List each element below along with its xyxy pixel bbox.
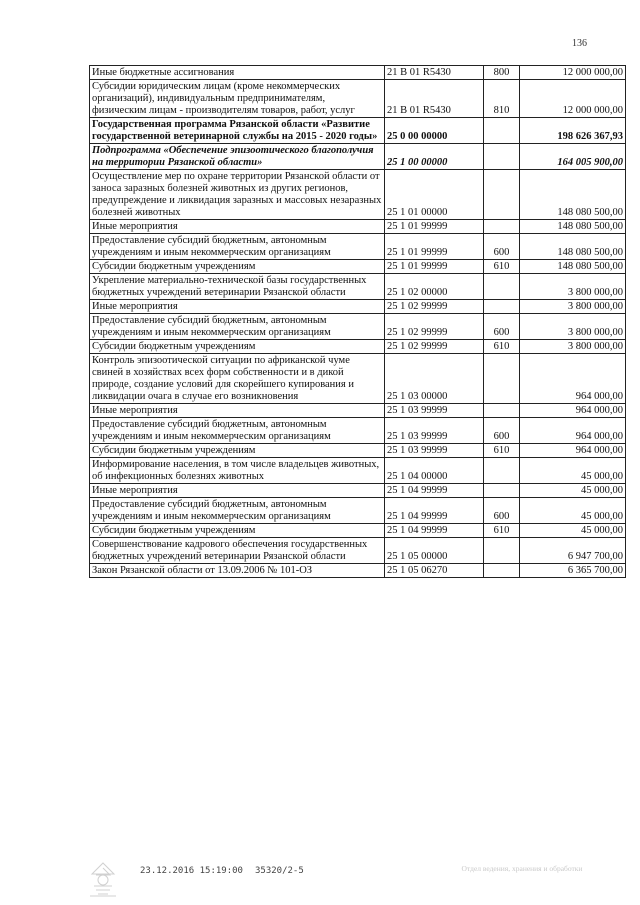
row-name-cell: Подпрограмма «Обеспечение эпизоотического благополучия на территории Рязанской области» xyxy=(90,144,385,170)
row-vr-cell: 610 xyxy=(484,340,520,354)
row-sum-cell: 45 000,00 xyxy=(520,524,626,538)
row-code-cell: 25 1 02 99999 xyxy=(385,300,484,314)
row-sum-cell: 198 626 367,93 xyxy=(520,118,626,144)
row-name-cell: Осуществление мер по охране территории Рязанской области от заноса заразных болезней животных из других регионов, предупреждение и ликвидация заразных и массовых незаразных болезней животных xyxy=(90,170,385,220)
row-code-cell: 25 1 02 00000 xyxy=(385,274,484,300)
row-name-cell: Иные мероприятия xyxy=(90,484,385,498)
row-sum-cell: 964 000,00 xyxy=(520,418,626,444)
table-row xyxy=(90,524,626,538)
row-name-cell: Субсидии бюджетным учреждениям xyxy=(90,340,385,354)
row-vr-cell: 800 xyxy=(484,66,520,80)
row-code-cell: 25 1 01 99999 xyxy=(385,260,484,274)
row-code-cell: 25 1 03 00000 xyxy=(385,354,484,404)
row-code-cell: 25 1 01 00000 xyxy=(385,170,484,220)
faded-stamp-text: Отдел ведения, хранения и обработки xyxy=(461,864,583,873)
row-sum-cell: 964 000,00 xyxy=(520,404,626,418)
row-code-cell: 21 В 01 R5430 xyxy=(385,66,484,80)
row-sum-cell: 6 365 700,00 xyxy=(520,564,626,578)
row-name-cell: Субсидии юридическим лицам (кроме некоммерческих организаций), индивидуальным предпринимателям, физическим лицам - производителям товаров, работ, услуг xyxy=(90,80,385,118)
table-row xyxy=(90,354,626,404)
row-name-cell: Иные мероприятия xyxy=(90,404,385,418)
row-code-cell: 25 1 05 00000 xyxy=(385,538,484,564)
page-footer xyxy=(0,860,640,900)
budget-table xyxy=(89,65,626,578)
row-code-cell: 25 1 04 99999 xyxy=(385,524,484,538)
row-name-cell: Закон Рязанской области от 13.09.2006 № 101-ОЗ xyxy=(90,564,385,578)
row-code-cell: 25 1 01 99999 xyxy=(385,234,484,260)
row-vr-cell xyxy=(484,458,520,484)
row-name-cell: Субсидии бюджетным учреждениям xyxy=(90,260,385,274)
row-code-cell: 21 В 01 R5430 xyxy=(385,80,484,118)
row-vr-cell xyxy=(484,404,520,418)
row-sum-cell: 3 800 000,00 xyxy=(520,314,626,340)
page-number: 136 xyxy=(572,38,587,49)
row-sum-cell: 148 080 500,00 xyxy=(520,234,626,260)
row-vr-cell xyxy=(484,538,520,564)
row-sum-cell: 148 080 500,00 xyxy=(520,220,626,234)
footer-doc-number: 35320/2-5 xyxy=(255,866,304,876)
row-name-cell: Предоставление субсидий бюджетным, автономным учреждениям и иным некоммерческим организациям xyxy=(90,234,385,260)
row-sum-cell: 45 000,00 xyxy=(520,484,626,498)
row-name-cell: Информирование населения, в том числе владельцев животных, об инфекционных болезнях животных xyxy=(90,458,385,484)
row-sum-cell: 148 080 500,00 xyxy=(520,170,626,220)
row-code-cell: 25 1 01 99999 xyxy=(385,220,484,234)
row-vr-cell xyxy=(484,274,520,300)
table-row xyxy=(90,564,626,578)
row-code-cell: 25 1 03 99999 xyxy=(385,404,484,418)
table-row xyxy=(90,80,626,118)
row-name-cell: Предоставление субсидий бюджетным, автономным учреждениям и иным некоммерческим организациям xyxy=(90,314,385,340)
row-sum-cell: 964 000,00 xyxy=(520,354,626,404)
row-code-cell: 25 0 00 00000 xyxy=(385,118,484,144)
table-row xyxy=(90,340,626,354)
row-name-cell: Иные мероприятия xyxy=(90,220,385,234)
row-vr-cell xyxy=(484,484,520,498)
table-row xyxy=(90,66,626,80)
table-row xyxy=(90,300,626,314)
row-vr-cell xyxy=(484,220,520,234)
row-vr-cell xyxy=(484,170,520,220)
table-row xyxy=(90,274,626,300)
table-row xyxy=(90,234,626,260)
table-row xyxy=(90,314,626,340)
row-code-cell: 25 1 04 99999 xyxy=(385,484,484,498)
table-row xyxy=(90,404,626,418)
row-vr-cell xyxy=(484,118,520,144)
row-vr-cell xyxy=(484,300,520,314)
table-row xyxy=(90,418,626,444)
row-name-cell: Предоставление субсидий бюджетным, автономным учреждениям и иным некоммерческим организациям xyxy=(90,498,385,524)
row-code-cell: 25 1 05 06270 xyxy=(385,564,484,578)
row-vr-cell: 810 xyxy=(484,80,520,118)
table-row xyxy=(90,260,626,274)
row-vr-cell xyxy=(484,564,520,578)
row-vr-cell: 600 xyxy=(484,314,520,340)
row-vr-cell: 610 xyxy=(484,444,520,458)
table-row xyxy=(90,498,626,524)
table-row xyxy=(90,220,626,234)
row-name-cell: Иные бюджетные ассигнования xyxy=(90,66,385,80)
row-sum-cell: 12 000 000,00 xyxy=(520,66,626,80)
row-code-cell: 25 1 00 00000 xyxy=(385,144,484,170)
row-sum-cell: 45 000,00 xyxy=(520,498,626,524)
row-vr-cell xyxy=(484,354,520,404)
footer-timestamp: 23.12.2016 15:19:00 xyxy=(140,866,243,876)
row-name-cell: Совершенствование кадрового обеспечения государственных бюджетных учреждений ветеринарии Рязанской области xyxy=(90,538,385,564)
row-code-cell: 25 1 03 99999 xyxy=(385,418,484,444)
row-sum-cell: 964 000,00 xyxy=(520,444,626,458)
row-sum-cell: 148 080 500,00 xyxy=(520,260,626,274)
table-row xyxy=(90,444,626,458)
row-code-cell: 25 1 03 99999 xyxy=(385,444,484,458)
row-name-cell: Государственная программа Рязанской области «Развитие государственной ветеринарной службы на 2015 - 2020 годы» xyxy=(90,118,385,144)
row-vr-cell: 600 xyxy=(484,418,520,444)
row-name-cell: Контроль эпизоотической ситуации по африканской чуме свиней в хозяйствах всех форм собственности и в дикой природе, создание условий для скорейшего купирования и ликвидации очага в случае его возникновения xyxy=(90,354,385,404)
table-row xyxy=(90,458,626,484)
emblem-logo-icon xyxy=(86,860,120,898)
row-code-cell: 25 1 02 99999 xyxy=(385,314,484,340)
budget-table-body xyxy=(90,66,626,578)
row-vr-cell: 600 xyxy=(484,498,520,524)
row-vr-cell: 600 xyxy=(484,234,520,260)
row-vr-cell xyxy=(484,144,520,170)
row-name-cell: Субсидии бюджетным учреждениям xyxy=(90,524,385,538)
row-name-cell: Предоставление субсидий бюджетным, автономным учреждениям и иным некоммерческим организациям xyxy=(90,418,385,444)
row-sum-cell: 164 005 900,00 xyxy=(520,144,626,170)
table-row xyxy=(90,170,626,220)
row-name-cell: Укрепление материально-технической базы государственных бюджетных учреждений ветеринарии Рязанской области xyxy=(90,274,385,300)
row-sum-cell: 3 800 000,00 xyxy=(520,340,626,354)
row-sum-cell: 3 800 000,00 xyxy=(520,300,626,314)
row-sum-cell: 12 000 000,00 xyxy=(520,80,626,118)
row-name-cell: Иные мероприятия xyxy=(90,300,385,314)
row-name-cell: Субсидии бюджетным учреждениям xyxy=(90,444,385,458)
row-vr-cell: 610 xyxy=(484,260,520,274)
row-code-cell: 25 1 02 99999 xyxy=(385,340,484,354)
row-sum-cell: 3 800 000,00 xyxy=(520,274,626,300)
row-vr-cell: 610 xyxy=(484,524,520,538)
table-row xyxy=(90,118,626,144)
row-sum-cell: 6 947 700,00 xyxy=(520,538,626,564)
table-row xyxy=(90,538,626,564)
table-row xyxy=(90,484,626,498)
row-sum-cell: 45 000,00 xyxy=(520,458,626,484)
row-code-cell: 25 1 04 00000 xyxy=(385,458,484,484)
row-code-cell: 25 1 04 99999 xyxy=(385,498,484,524)
table-row xyxy=(90,144,626,170)
